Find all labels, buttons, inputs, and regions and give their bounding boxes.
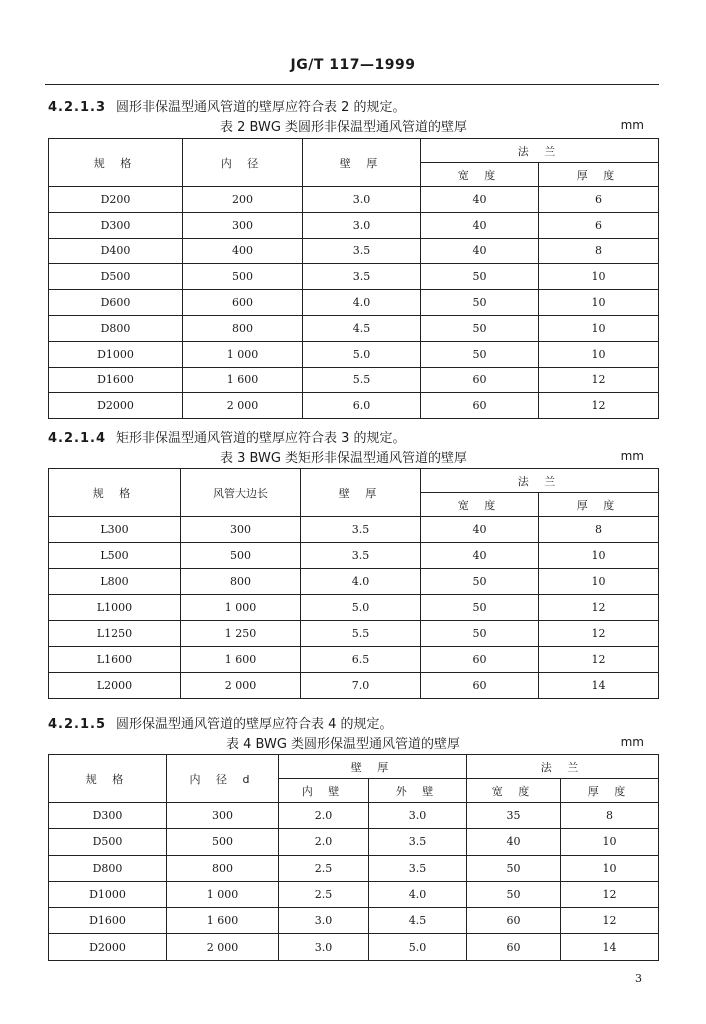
cell: D300 — [49, 803, 167, 829]
table3-caption: 表 3 BWG 类矩形非保温型通风管道的壁厚 — [220, 451, 468, 466]
table-row — [49, 517, 659, 543]
table-4 — [48, 754, 659, 961]
table4-unit: mm — [620, 735, 644, 749]
clause-text: 矩形非保温型通风管道的壁厚应符合表 3 的规定。 — [116, 431, 406, 446]
cell: 3.0 — [303, 212, 421, 238]
page-header: JG/T 117—1999 — [290, 57, 416, 73]
cell: 10 — [539, 264, 659, 290]
table-row — [49, 393, 659, 419]
cell: 5.5 — [301, 621, 421, 647]
cell: D400 — [49, 238, 183, 264]
cell: 10 — [561, 829, 659, 855]
cell: 60 — [467, 908, 561, 934]
cell: 3.0 — [279, 934, 369, 960]
cell: L800 — [49, 569, 181, 595]
cell: 1 250 — [181, 621, 301, 647]
cell: 6.5 — [301, 647, 421, 673]
cell: 50 — [421, 290, 539, 316]
cell: 800 — [181, 569, 301, 595]
cell: 12 — [561, 881, 659, 907]
cell: 40 — [421, 543, 539, 569]
cell: 5.5 — [303, 367, 421, 393]
cell: 12 — [539, 393, 659, 419]
cell: 50 — [421, 315, 539, 341]
table-row — [49, 621, 659, 647]
cell: 50 — [467, 881, 561, 907]
cell: 35 — [467, 803, 561, 829]
cell: 3.5 — [303, 238, 421, 264]
cell: 3.0 — [369, 803, 467, 829]
page-number: 3 — [635, 972, 642, 985]
cell: 1 600 — [183, 367, 303, 393]
cell: 50 — [421, 621, 539, 647]
clause-4-2-1-5 — [48, 713, 393, 732]
table-row — [49, 595, 659, 621]
cell: 60 — [421, 647, 539, 673]
table2-unit: mm — [620, 118, 644, 132]
cell: 2.0 — [279, 803, 369, 829]
header-flange: 法 兰 — [421, 469, 659, 493]
table-row — [49, 212, 659, 238]
cell: D500 — [49, 829, 167, 855]
cell: L1600 — [49, 647, 181, 673]
cell: D2000 — [49, 393, 183, 419]
table4-caption: 表 4 BWG 类圆形保温型通风管道的壁厚 — [226, 737, 461, 752]
cell: L500 — [49, 543, 181, 569]
header-wall-thickness: 壁 厚 — [279, 755, 467, 779]
cell: 4.5 — [369, 908, 467, 934]
cell: 3.0 — [303, 187, 421, 213]
cell: 40 — [421, 517, 539, 543]
header-flange: 法 兰 — [421, 139, 659, 163]
clause-4-2-1-4 — [48, 427, 406, 446]
table-row — [49, 315, 659, 341]
cell: L300 — [49, 517, 181, 543]
cell: 10 — [539, 341, 659, 367]
table3-unit: mm — [620, 449, 644, 463]
cell: 60 — [421, 367, 539, 393]
header-rule — [45, 84, 659, 85]
table-row — [49, 673, 659, 699]
clause-text: 圆形非保温型通风管道的壁厚应符合表 2 的规定。 — [116, 100, 406, 115]
cell: 40 — [421, 238, 539, 264]
cell: 50 — [421, 341, 539, 367]
cell: 12 — [539, 621, 659, 647]
cell: 4.0 — [369, 881, 467, 907]
cell: 6.0 — [303, 393, 421, 419]
table-3 — [48, 468, 659, 699]
table2-caption: 表 2 BWG 类圆形非保温型通风管道的壁厚 — [220, 120, 468, 135]
cell: 50 — [467, 855, 561, 881]
header-flange-width: 宽 度 — [421, 163, 539, 187]
table-2 — [48, 138, 659, 419]
cell: L1250 — [49, 621, 181, 647]
cell: 3.5 — [301, 543, 421, 569]
cell: 300 — [181, 517, 301, 543]
cell: 3.5 — [303, 264, 421, 290]
cell: D300 — [49, 212, 183, 238]
cell: 60 — [421, 673, 539, 699]
table-row — [49, 341, 659, 367]
cell: 4.0 — [301, 569, 421, 595]
cell: 1 000 — [181, 595, 301, 621]
cell: 10 — [561, 855, 659, 881]
table-row — [49, 908, 659, 934]
clause-4-2-1-3 — [48, 96, 406, 115]
cell: 14 — [561, 934, 659, 960]
cell: 50 — [421, 595, 539, 621]
cell: 5.0 — [303, 341, 421, 367]
header-spec: 规 格 — [49, 139, 183, 187]
table-row — [49, 829, 659, 855]
header-spec: 规 格 — [49, 755, 167, 803]
cell: 1 600 — [181, 647, 301, 673]
cell: D1600 — [49, 367, 183, 393]
cell: 5.0 — [369, 934, 467, 960]
cell: 40 — [421, 187, 539, 213]
cell: 10 — [539, 543, 659, 569]
cell: 2 000 — [167, 934, 279, 960]
table-row — [49, 238, 659, 264]
table-row — [49, 367, 659, 393]
cell: L2000 — [49, 673, 181, 699]
cell: 800 — [183, 315, 303, 341]
cell: 12 — [561, 908, 659, 934]
cell: 12 — [539, 595, 659, 621]
header-flange-thickness: 厚 度 — [539, 493, 659, 517]
clause-text: 圆形保温型通风管道的壁厚应符合表 4 的规定。 — [116, 717, 393, 732]
header-flange-thickness: 厚 度 — [561, 779, 659, 803]
cell: D500 — [49, 264, 183, 290]
cell: 2.5 — [279, 855, 369, 881]
table-row — [49, 187, 659, 213]
cell: 2.5 — [279, 881, 369, 907]
cell: 2 000 — [181, 673, 301, 699]
table-row — [49, 264, 659, 290]
cell: 3.5 — [301, 517, 421, 543]
clause-number: 4.2.1.4 — [48, 431, 106, 446]
cell: D800 — [49, 315, 183, 341]
cell: D1600 — [49, 908, 167, 934]
table-row — [49, 881, 659, 907]
cell: 300 — [183, 212, 303, 238]
cell: 500 — [167, 829, 279, 855]
table-row — [49, 569, 659, 595]
cell: L1000 — [49, 595, 181, 621]
cell: 1 600 — [167, 908, 279, 934]
cell: 1 000 — [183, 341, 303, 367]
cell: 1 000 — [167, 881, 279, 907]
table-row — [49, 855, 659, 881]
cell: 8 — [539, 517, 659, 543]
cell: D1000 — [49, 881, 167, 907]
table-row — [49, 647, 659, 673]
cell: 800 — [167, 855, 279, 881]
cell: 12 — [539, 367, 659, 393]
cell: 300 — [167, 803, 279, 829]
cell: 3.5 — [369, 855, 467, 881]
cell: D200 — [49, 187, 183, 213]
cell: 6 — [539, 187, 659, 213]
header-outer-wall: 外 壁 — [369, 779, 467, 803]
clause-number: 4.2.1.3 — [48, 100, 106, 115]
header-wall-thickness: 壁 厚 — [303, 139, 421, 187]
cell: D600 — [49, 290, 183, 316]
cell: 4.5 — [303, 315, 421, 341]
header-duct-long-side: 风管大边长 — [181, 469, 301, 517]
header-flange: 法 兰 — [467, 755, 659, 779]
cell: D800 — [49, 855, 167, 881]
cell: D1000 — [49, 341, 183, 367]
cell: 60 — [467, 934, 561, 960]
cell: 12 — [539, 647, 659, 673]
cell: 2.0 — [279, 829, 369, 855]
cell: 500 — [183, 264, 303, 290]
cell: 5.0 — [301, 595, 421, 621]
cell: 10 — [539, 315, 659, 341]
cell: 600 — [183, 290, 303, 316]
cell: 7.0 — [301, 673, 421, 699]
cell: 3.0 — [279, 908, 369, 934]
header-spec: 规 格 — [49, 469, 181, 517]
cell: 3.5 — [369, 829, 467, 855]
cell: 500 — [181, 543, 301, 569]
cell: 60 — [421, 393, 539, 419]
cell: D2000 — [49, 934, 167, 960]
clause-number: 4.2.1.5 — [48, 717, 106, 732]
cell: 14 — [539, 673, 659, 699]
cell: 8 — [539, 238, 659, 264]
header-flange-width: 宽 度 — [467, 779, 561, 803]
cell: 400 — [183, 238, 303, 264]
cell: 50 — [421, 264, 539, 290]
header-flange-width: 宽 度 — [421, 493, 539, 517]
cell: 10 — [539, 290, 659, 316]
header-inner-diameter: 内 径 d — [167, 755, 279, 803]
cell: 10 — [539, 569, 659, 595]
table-row — [49, 803, 659, 829]
cell: 40 — [421, 212, 539, 238]
header-flange-thickness: 厚 度 — [539, 163, 659, 187]
table-row — [49, 290, 659, 316]
cell: 40 — [467, 829, 561, 855]
header-inner-diameter: 内 径 — [183, 139, 303, 187]
cell: 200 — [183, 187, 303, 213]
cell: 8 — [561, 803, 659, 829]
table-row — [49, 543, 659, 569]
cell: 50 — [421, 569, 539, 595]
cell: 2 000 — [183, 393, 303, 419]
cell: 4.0 — [303, 290, 421, 316]
header-inner-wall: 内 壁 — [279, 779, 369, 803]
header-wall-thickness: 壁 厚 — [301, 469, 421, 517]
cell: 6 — [539, 212, 659, 238]
table-row — [49, 934, 659, 960]
